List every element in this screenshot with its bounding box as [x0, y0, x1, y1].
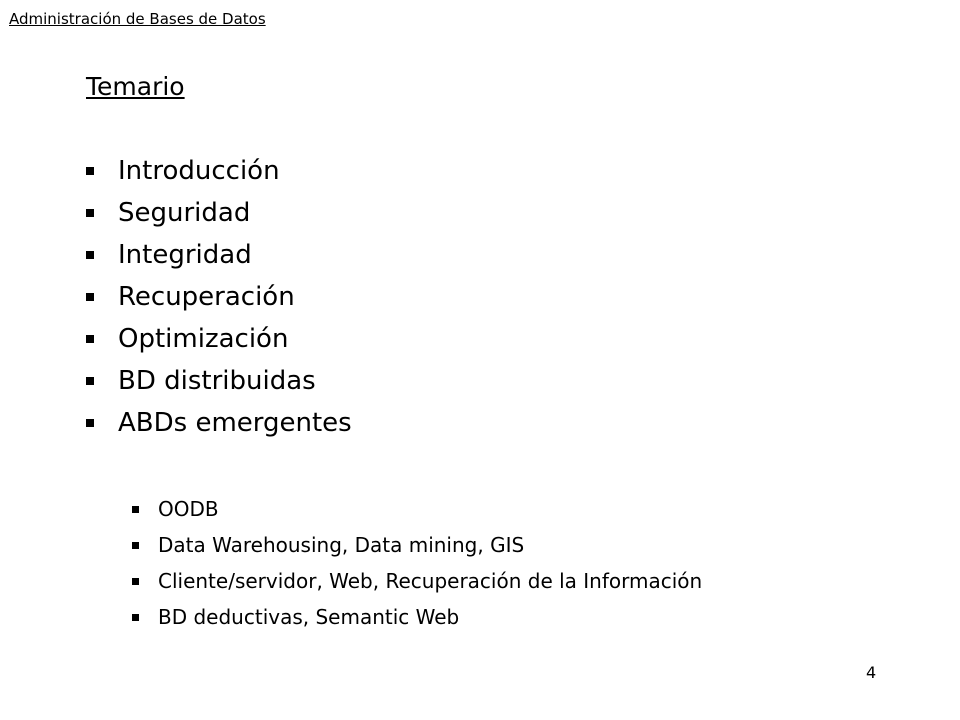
subtopic-label: BD deductivas, Semantic Web [158, 605, 460, 629]
subtopic-label: Data Warehousing, Data mining, GIS [158, 533, 525, 557]
topic-item-optimizacion [86, 318, 352, 360]
square-bullet-icon [86, 293, 94, 301]
topic-item-introduccion [86, 150, 352, 192]
square-bullet-icon [86, 335, 94, 343]
topic-list [86, 150, 352, 444]
subtopic-item-data-warehousing [132, 527, 702, 563]
square-bullet-icon [132, 614, 139, 621]
square-bullet-icon [86, 251, 94, 259]
page-number: 4 [866, 663, 877, 682]
topic-item-abds-emergentes [86, 402, 352, 444]
topic-item-integridad [86, 234, 352, 276]
subtopic-item-cliente-servidor [132, 563, 702, 599]
square-bullet-icon [132, 506, 139, 513]
topic-label: Introducción [118, 156, 280, 186]
subtopic-list [132, 491, 702, 635]
topic-label: Optimización [118, 324, 289, 354]
topic-label: Recuperación [118, 282, 295, 312]
square-bullet-icon [132, 542, 139, 549]
topic-label: Integridad [118, 240, 252, 270]
square-bullet-icon [86, 377, 94, 385]
square-bullet-icon [86, 167, 94, 175]
square-bullet-icon [86, 209, 94, 217]
topic-item-seguridad [86, 192, 352, 234]
slide-title: Temario [86, 72, 185, 101]
topic-label: ABDs emergentes [118, 408, 352, 438]
subtopic-label: OODB [158, 497, 219, 521]
square-bullet-icon [86, 419, 94, 427]
course-title: Administración de Bases de Datos [9, 10, 266, 28]
topic-item-bd-distribuidas [86, 360, 352, 402]
subtopic-item-bd-deductivas [132, 599, 702, 635]
subtopic-label: Cliente/servidor, Web, Recuperación de la Información [158, 569, 703, 593]
subtopic-item-oodb [132, 491, 702, 527]
topic-label: BD distribuidas [118, 366, 316, 396]
square-bullet-icon [132, 578, 139, 585]
topic-label: Seguridad [118, 198, 251, 228]
topic-item-recuperacion [86, 276, 352, 318]
